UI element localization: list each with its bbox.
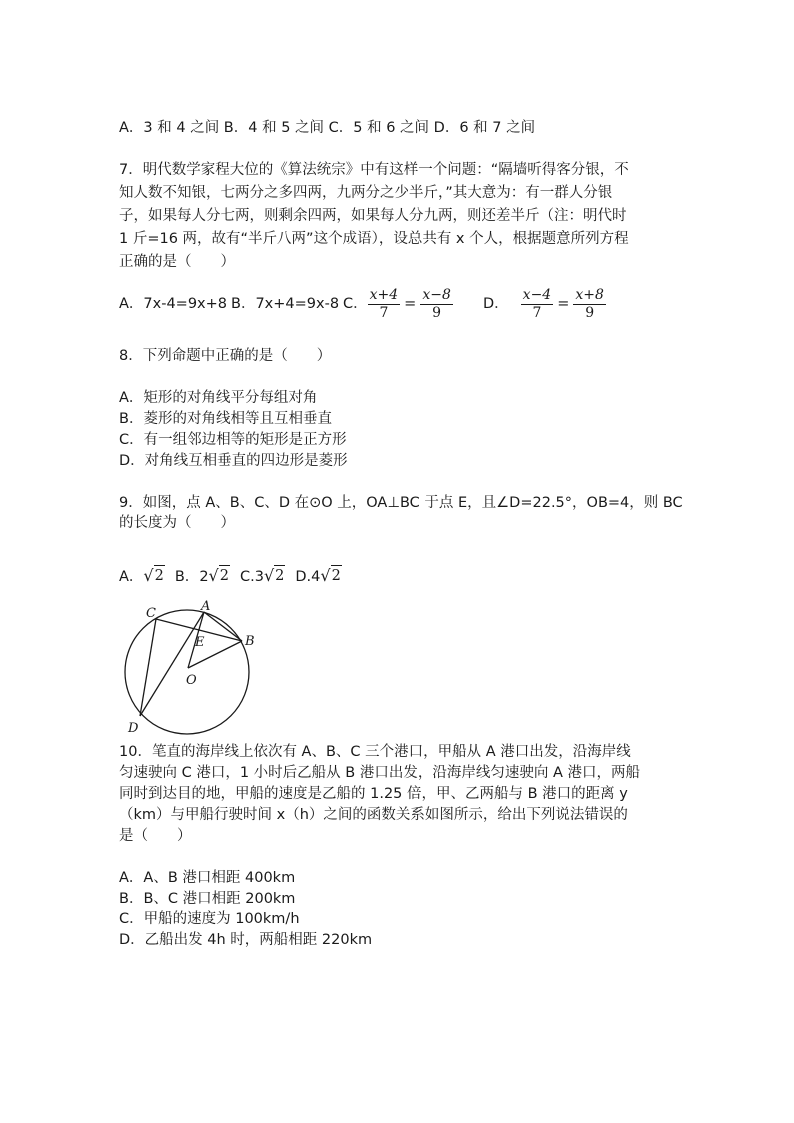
q10-line-3: 同时到达目的地，甲船的速度是乙船的 1.25 倍，甲、乙两船与 B 港口的距离 y [119, 786, 628, 802]
q6-options: A．3 和 4 之间 B．4 和 5 之间 C．5 和 6 之间 D．6 和 7 之间 [119, 120, 536, 136]
q9-options [119, 565, 342, 587]
label-c: C [146, 606, 156, 621]
q10-line-5: 是（ ） [119, 828, 192, 844]
q10-option-a: A．A、B 港口相距 400km [119, 870, 296, 886]
q7-line-1: 7．明代数学家程大位的《算法统宗》中有这样一个问题：“隔墙听得客分银，不 [119, 162, 629, 178]
q10-line-2: 匀速驶向 C 港口，1 小时后乙船从 B 港口出发，沿海岸线匀速驶向 A 港口，两船 [119, 765, 640, 781]
q8-stem: 8．下列命题中正确的是（ ） [119, 348, 332, 364]
q9-option-a: A． √ 2 [119, 566, 164, 585]
q10-line-1: 10．笔直的海岸线上依次有 A、B、C 三个港口，甲船从 A 港口出发，沿海岸线 [119, 744, 631, 760]
equals-sign: = [404, 296, 417, 312]
q7-option-d [483, 284, 606, 324]
fraction-denominator: 9 [585, 304, 595, 321]
label-a: A [201, 599, 211, 614]
q9-line-2: 的长度为（ ） [119, 515, 235, 531]
q7-option-b: B．7x+4=9x-8 [231, 296, 340, 312]
q7-option-c-right-fraction [420, 287, 453, 322]
circle-o [125, 610, 249, 734]
q7-option-c [343, 284, 453, 324]
q7-option-d-right-fraction [573, 287, 606, 322]
q7-option-d-left-fraction [521, 287, 554, 322]
segment-ad [140, 612, 204, 716]
q8-option-c: C．有一组邻边相等的矩形是正方形 [119, 432, 347, 448]
q10-option-b: B．B、C 港口相距 200km [119, 891, 296, 907]
fraction-numerator: x+8 [575, 286, 604, 303]
sqrt-expression: √ 2 [320, 566, 341, 585]
q8-option-d: D．对角线互相垂直的四边形是菱形 [119, 453, 348, 469]
sqrt-expression: √ 2 [208, 566, 229, 585]
q9-circle-figure [118, 595, 278, 740]
fraction-denominator: 7 [532, 304, 542, 321]
label-e: E [195, 635, 205, 650]
segment-cd [140, 619, 156, 716]
fraction-denominator: 7 [379, 304, 389, 321]
q7-option-c-label: C． [343, 296, 368, 312]
q7-line-2: 知人数不知银，七两分之多四两，九两分之少半斤，”其大意为：有一群人分银 [119, 185, 613, 201]
q9-option-c: C.3 √ 2 [239, 566, 285, 585]
q10-option-d: D．乙船出发 4h 时，两船相距 220km [119, 932, 373, 948]
sqrt-expression: √ 2 [143, 566, 164, 585]
q7-line-4: 1 斤=16 两，故有“半斤八两”这个成语），设总共有 x 个人，根据题意所列方程 [119, 231, 629, 247]
q9-option-d: D.4 √ 2 [295, 566, 341, 585]
fraction-numerator: x−8 [422, 286, 451, 303]
q8-option-a: A．矩形的对角线平分每组对角 [119, 390, 318, 406]
q9-option-b: B．2 √ 2 [174, 566, 229, 585]
q10-option-c: C．甲船的速度为 100km/h [119, 911, 300, 927]
q7-option-a: A．7x-4=9x+8 [119, 296, 228, 312]
q10-line-4: （km）与甲船行驶时间 x（h）之间的函数关系如图所示，给出下列说法错误的 [119, 807, 628, 823]
fraction-denominator: 9 [432, 304, 442, 321]
q9-line-1: 9．如图，点 A、B、C、D 在⊙O 上，OA⊥BC 于点 E，且∠D=22.5°，OB=4，则 BC [119, 495, 683, 511]
label-b: B [245, 634, 255, 649]
label-d: D [128, 721, 139, 736]
equals-sign: = [557, 296, 570, 312]
q7-option-c-left-fraction [368, 287, 401, 322]
q7-option-d-label: D． [483, 296, 509, 312]
label-o: O [186, 673, 197, 688]
fraction-numerator: x−4 [522, 286, 552, 303]
fraction-numerator: x+4 [369, 286, 399, 303]
q8-option-b: B．菱形的对角线相等且互相垂直 [119, 411, 332, 427]
sqrt-expression: √ 2 [263, 566, 285, 585]
q7-line-5: 正确的是（ ） [119, 254, 235, 270]
q7-line-3: 子，如果每人分七两，则剩余四两，如果每人分九两，则还差半斤（注：明代时 [119, 208, 627, 224]
